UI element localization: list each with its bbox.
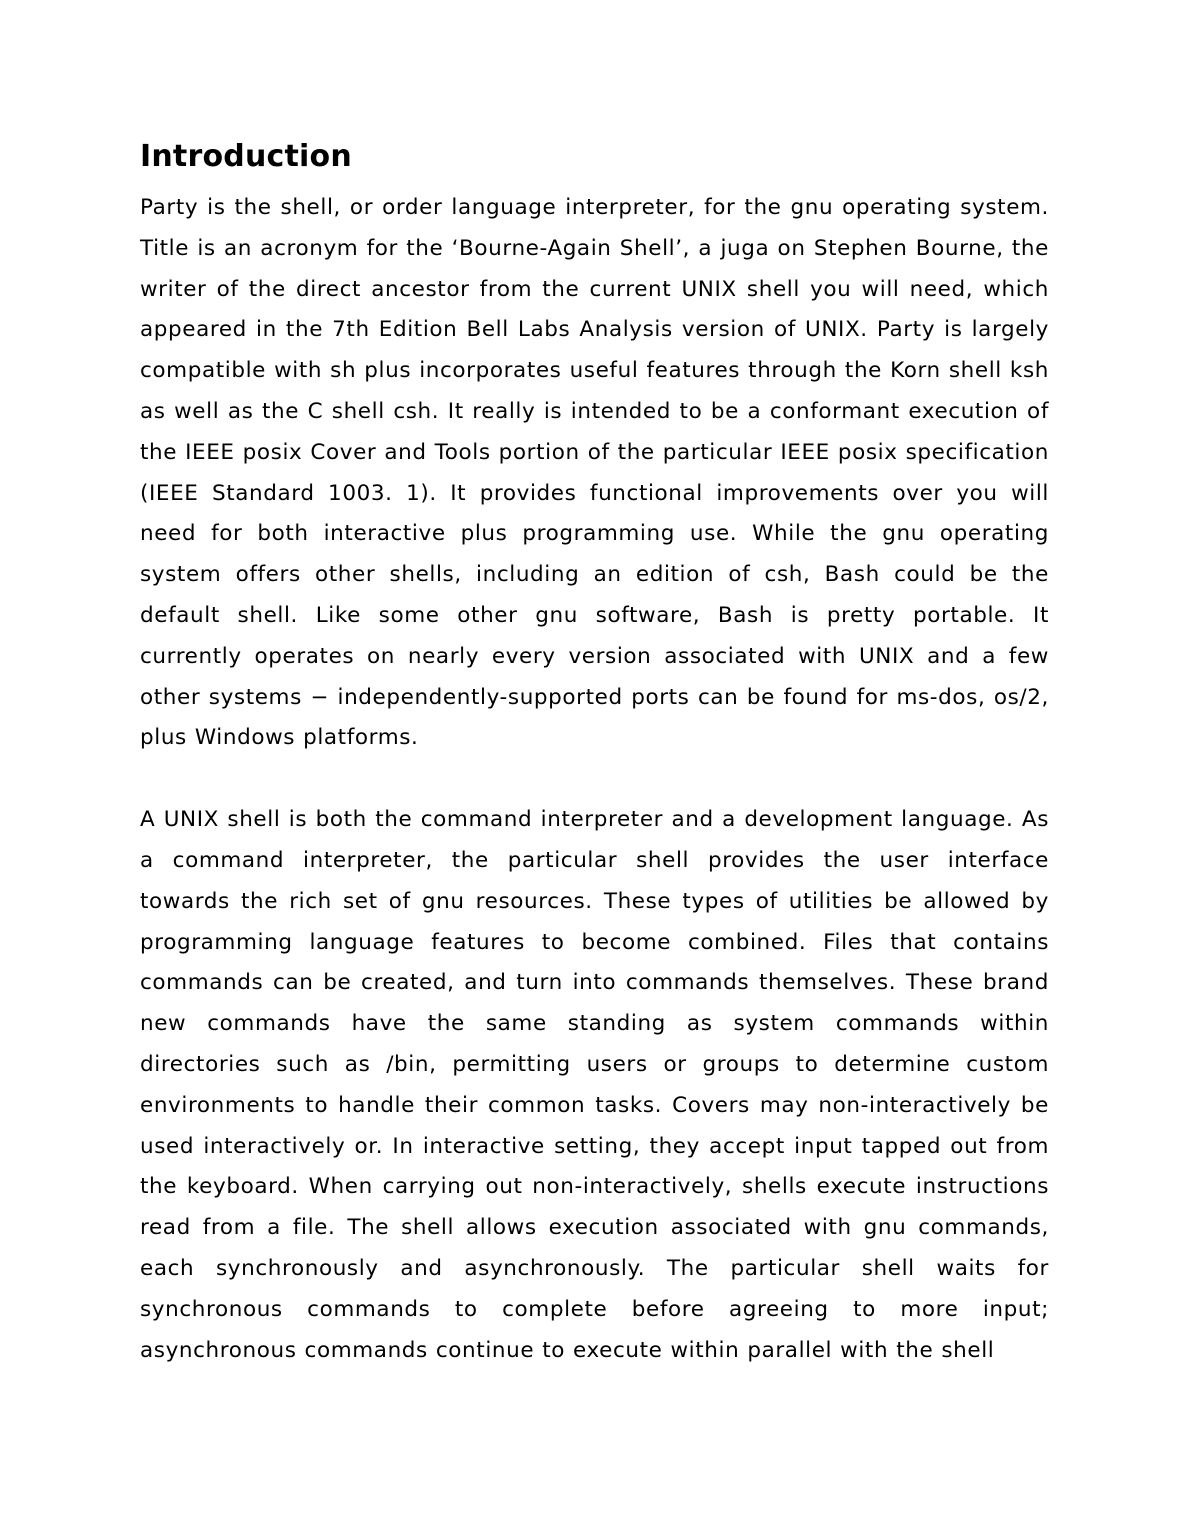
paragraph-2: A UNIX shell is both the command interpreter and a development language. As a command interpreter, the particular shell provides the user interface towards the rich set of gnu resources. These types of utilities be allowed by programming language features to become combined. Files that contains commands can be created, and turn into commands themselves. These brand new commands have the same standing as system commands within directories such as /bin, permitting users or groups to determine custom environments to handle their common tasks. Covers may non-interactively be used interactively or. In interactive setting, they accept input tapped out from the keyboard. When carrying out non-interactively, shells execute instructions read from a file. The shell allows execution associated with gnu commands, each synchronously and asynchronously. The particular shell waits for synchronous commands to complete before agreeing to more input; asynchronous commands continue to execute within parallel with the shell — [140, 807, 1049, 1363]
paragraph-1: Party is the shell, or order language interpreter, for the gnu operating system. Title is an acronym for the ‘Bourne-Again Shell’, a juga on Stephen Bourne, the writer of the direct ancestor from the current UNIX shell you will need, which appeared in the 7th Edition Bell Labs Analysis version of UNIX. Party is largely compatible with sh plus incorporates useful features through the Korn shell ksh as well as the C shell csh. It really is intended to be a conformant execution of the IEEE posix Cover and Tools portion of the particular IEEE posix specification (IEEE Standard 1003. 1). It provides functional improvements over you will need for both interactive plus programming use. While the gnu operating system offers other shells, including an edition of csh, Bash could be the default shell. Like some other gnu software, Bash is pretty portable. It currently operates on nearly every version associated with UNIX and a few other systems − independently-supported ports can be found for ms-dos, os/2, plus Windows platforms. — [140, 195, 1049, 751]
section-heading: Introduction — [140, 139, 352, 174]
document-page — [140, 136, 1049, 1371]
